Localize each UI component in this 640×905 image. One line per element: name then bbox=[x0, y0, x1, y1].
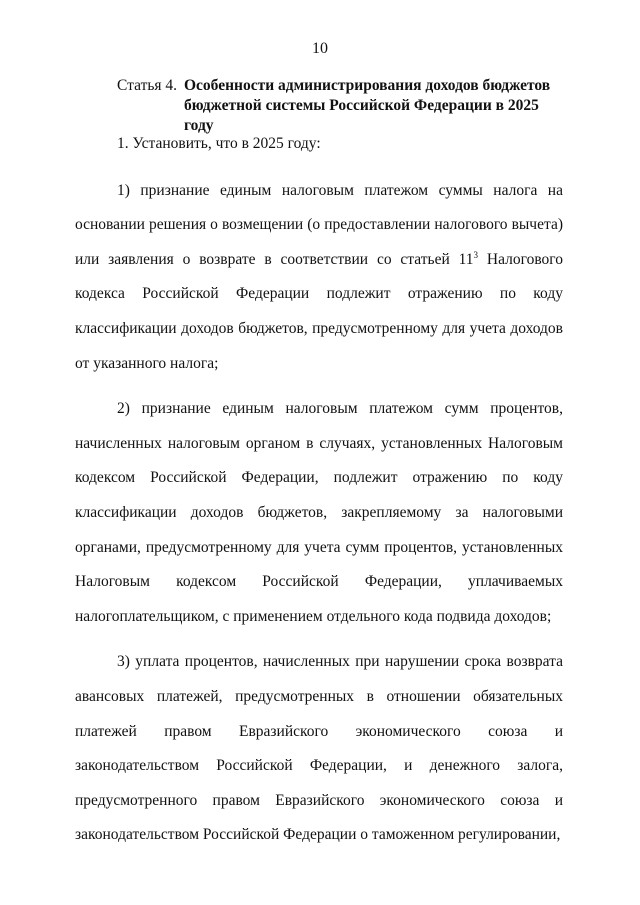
page-number: 10 bbox=[312, 40, 328, 57]
document-body bbox=[75, 127, 563, 853]
intro-paragraph: 1. Установить, что в 2025 году: bbox=[117, 135, 321, 152]
article-label: Статья 4. bbox=[117, 77, 178, 94]
item-3-paragraph: 3) уплата процентов, начисленных при нарушении срока возврата авансовых платежей, предусмотренных в отношении обязательных платежей правом Евразийского экономического союза и законодательством Российской Федерации, и денежного залога, предусмотренного правом Евразийского экономического союза и законодательством Российской Федерации о таможенном регулировании, bbox=[75, 653, 563, 844]
item-1-text-start: 1) признание единым налоговым платежом суммы налога на основании решения о возмещении (о предоставлении налогового вычета) или заявления о возврате в соответствии со статьей 11 bbox=[75, 181, 563, 268]
item-2-paragraph: 2) признание единым налоговым платежом сумм процентов, начисленных налоговым органом в случаях, установленных Налоговым кодексом Российской Федерации, подлежит отражению по коду классификации доходов бюджетов, закрепляемому за налоговыми органами, предусмотренному для учета сумм процентов, установленных Налоговым кодексом Российской Федерации, уплачиваемых налогоплательщиком, с применением отдельного кода подвида доходов; bbox=[75, 400, 563, 625]
item-1-superscript: 3 bbox=[473, 249, 479, 260]
item-1-text-end: Налогового кодекса Российской Федерации подлежит отражению по коду классификации доходов бюджетов, предусмотренному для учета доходов от указанного налога; bbox=[75, 250, 563, 372]
article-title: Особенности администрирования доходов бюджетов бюджетной системы Российской Федерации в 2025 году bbox=[184, 77, 551, 134]
item-1-paragraph bbox=[75, 174, 563, 382]
